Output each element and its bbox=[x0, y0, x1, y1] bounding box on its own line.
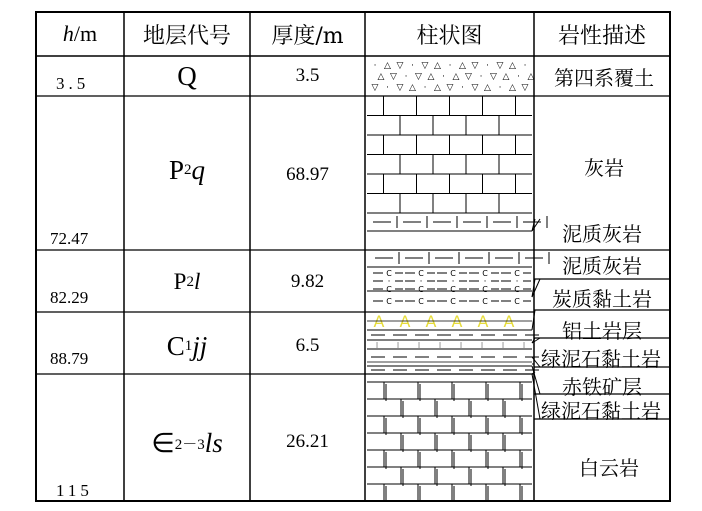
soil-pattern-mark: △ bbox=[452, 72, 460, 82]
lithology-argillaceous-limestone-2: 泥质灰岩 bbox=[562, 254, 642, 278]
lithology-quaternary-soil: 第四系覆土 bbox=[554, 66, 654, 90]
bauxite-glyph: A bbox=[477, 312, 489, 331]
soil-pattern-mark: ▽ bbox=[465, 72, 472, 82]
lithology-chlorite-claystone-2: 绿泥石黏土岩 bbox=[541, 399, 661, 423]
bauxite-glyph: A bbox=[503, 312, 515, 331]
chlorite-dot: ⁝ bbox=[375, 341, 379, 350]
soil-pattern-mark: △ bbox=[484, 83, 491, 93]
soil-pattern-mark: · bbox=[404, 72, 408, 82]
header-stratum-code: 地层代号 bbox=[142, 23, 231, 49]
lithology-bauxite-layer: 铝土岩层 bbox=[562, 319, 642, 343]
bauxite-glyph: A bbox=[451, 312, 463, 331]
soil-pattern-mark: · bbox=[386, 83, 389, 93]
soil-pattern-mark: · bbox=[517, 72, 520, 82]
soil-pattern-mark: △ bbox=[384, 61, 391, 71]
thickness-value-4: 6.5 bbox=[295, 335, 320, 356]
soil-pattern-mark: ▽ bbox=[496, 61, 504, 71]
depth-value-1: 3.5 bbox=[56, 74, 90, 93]
soil-pattern-mark: · bbox=[411, 61, 414, 71]
soil-pattern-mark: · bbox=[461, 83, 464, 93]
clay-glyph: C bbox=[418, 269, 424, 278]
lithology-dolomite: 白云岩 bbox=[579, 456, 639, 480]
depth-value-3: 82.29 bbox=[50, 288, 89, 307]
clay-glyph: C bbox=[386, 269, 392, 278]
soil-pattern-mark: ▽ bbox=[446, 83, 454, 93]
thickness-value-1: 3.5 bbox=[295, 65, 320, 86]
chlorite-dot: ⁝ bbox=[522, 341, 526, 350]
thickness-value-5: 26.21 bbox=[286, 431, 329, 452]
clay-glyph: C bbox=[450, 297, 456, 306]
soil-pattern-mark: ▽ bbox=[471, 61, 479, 71]
soil-pattern-mark: · bbox=[479, 72, 483, 82]
clay-glyph: C bbox=[418, 285, 424, 294]
stratum-code-5: ∈ 2－3 ls bbox=[151, 427, 223, 458]
header-thickness: 厚度/m bbox=[271, 23, 344, 49]
clay-glyph: C bbox=[482, 285, 488, 294]
chlorite-dot: ⁝ bbox=[417, 341, 421, 350]
soil-pattern-mark: △ bbox=[509, 83, 516, 93]
chlorite-dot: ⁝ bbox=[501, 341, 505, 350]
bauxite-glyph: A bbox=[399, 312, 411, 331]
soil-pattern-mark: · bbox=[442, 72, 445, 82]
soil-pattern-mark: △ bbox=[434, 83, 441, 93]
stratum-code-2: P 2 q bbox=[168, 154, 206, 185]
clay-glyph: C bbox=[482, 269, 488, 278]
depth-value-4: 88.79 bbox=[50, 349, 89, 368]
soil-pattern-mark: ▽ bbox=[490, 72, 497, 82]
thickness-value-3: 9.82 bbox=[290, 271, 325, 292]
soil-pattern-mark: △ bbox=[377, 72, 385, 82]
lithology-limestone: 灰岩 bbox=[584, 156, 624, 180]
header-depth-symbol: h bbox=[62, 21, 74, 46]
soil-pattern-mark: · bbox=[373, 61, 377, 71]
clay-dot: · bbox=[451, 277, 455, 287]
soil-pattern-mark: △ bbox=[434, 61, 441, 71]
stratum-code-1: Q bbox=[177, 60, 197, 91]
clay-dot: · bbox=[483, 277, 487, 287]
soil-pattern-mark: ▽ bbox=[396, 83, 404, 93]
lithology-argillaceous-limestone-1: 泥质灰岩 bbox=[562, 222, 642, 246]
leader-line bbox=[532, 357, 540, 367]
depth-value-5: 115 bbox=[56, 481, 93, 500]
chlorite-dot: ⁝ bbox=[480, 341, 484, 350]
soil-pattern-mark: △ bbox=[527, 72, 535, 82]
soil-pattern-mark: △ bbox=[409, 83, 416, 93]
clay-glyph: C bbox=[386, 285, 392, 294]
header-column: 柱状图 bbox=[416, 23, 483, 49]
header-depth bbox=[36, 12, 124, 56]
soil-pattern-mark: △ bbox=[459, 61, 466, 71]
soil-pattern-mark: △ bbox=[502, 72, 510, 82]
clay-glyph: C bbox=[386, 297, 392, 306]
header-depth-unit: /m bbox=[73, 21, 98, 46]
chlorite-dot: ⁝ bbox=[459, 341, 463, 350]
soil-pattern-mark: △ bbox=[427, 72, 435, 82]
thickness-value-2: 68.97 bbox=[286, 164, 329, 185]
chlorite-dot: ⁝ bbox=[438, 341, 442, 350]
soil-pattern-mark: · bbox=[486, 61, 489, 71]
soil-pattern-mark: ▽ bbox=[390, 72, 397, 82]
clay-glyph: C bbox=[450, 285, 456, 294]
soil-pattern-mark: · bbox=[423, 83, 427, 93]
clay-dot: · bbox=[387, 277, 391, 287]
stratum-code-4: C 1 jj bbox=[166, 330, 208, 361]
clay-glyph: C bbox=[450, 269, 456, 278]
chlorite-dot: ⁝ bbox=[396, 341, 400, 350]
soil-pattern-mark: · bbox=[498, 83, 502, 93]
clay-glyph: C bbox=[514, 269, 520, 278]
soil-pattern-mark: △ bbox=[509, 61, 516, 71]
soil-pattern-mark: ▽ bbox=[396, 61, 404, 71]
clay-glyph: C bbox=[418, 297, 424, 306]
lithology-chlorite-claystone-1: 绿泥石黏土岩 bbox=[541, 347, 661, 371]
clay-glyph: C bbox=[514, 297, 520, 306]
soil-pattern-mark: ▽ bbox=[415, 72, 422, 82]
header-lithology: 岩性描述 bbox=[557, 23, 646, 49]
lithology-carbonaceous-claystone: 炭质黏土岩 bbox=[552, 287, 652, 311]
soil-pattern-mark: · bbox=[448, 61, 452, 71]
clay-glyph: C bbox=[482, 297, 488, 306]
soil-pattern-mark: ▽ bbox=[421, 61, 429, 71]
soil-pattern-mark: ▽ bbox=[371, 83, 379, 93]
soil-pattern-mark: · bbox=[523, 61, 527, 71]
clay-glyph: C bbox=[514, 285, 520, 294]
depth-value-2: 72.47 bbox=[50, 229, 89, 248]
soil-pattern-mark: ▽ bbox=[471, 83, 479, 93]
stratum-code-3: P 2 l bbox=[173, 269, 201, 294]
soil-pattern-mark: ▽ bbox=[521, 83, 529, 93]
lithology-hematite-layer: 赤铁矿层 bbox=[562, 375, 642, 399]
clay-dot: · bbox=[419, 277, 423, 287]
bauxite-glyph: A bbox=[373, 312, 385, 331]
bauxite-glyph: A bbox=[425, 312, 437, 331]
clay-dot: · bbox=[515, 277, 519, 287]
